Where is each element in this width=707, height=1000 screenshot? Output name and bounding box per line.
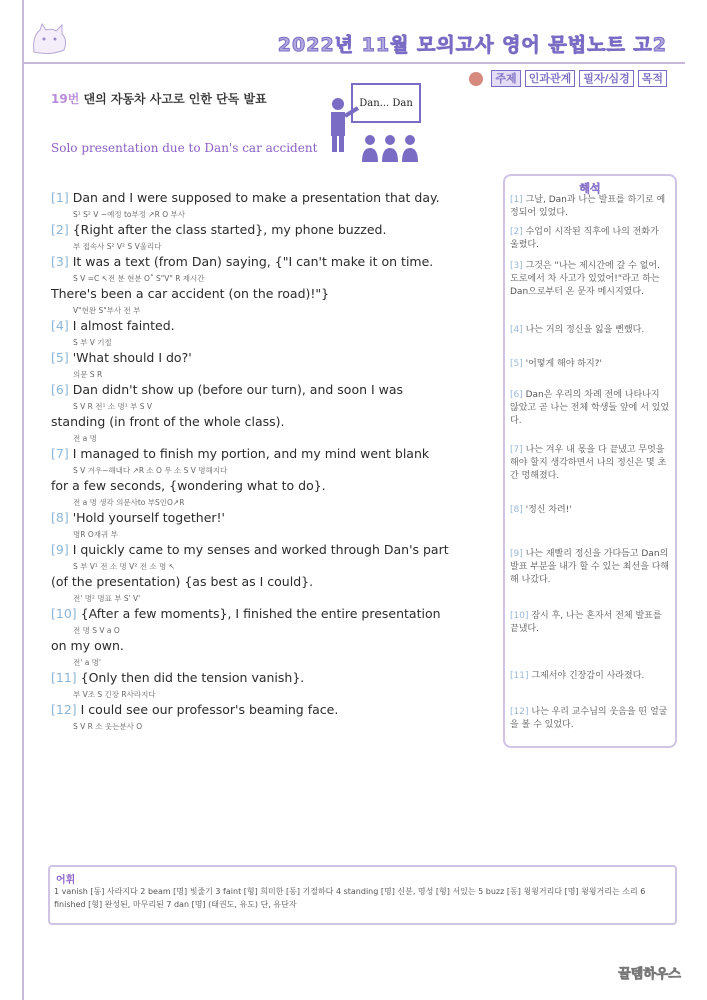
sentence-text: I could see our professor's beaming face. [80, 702, 339, 717]
sentence-line [51, 446, 496, 461]
sentence-text: for a few seconds, {wondering what to do}. [51, 478, 326, 493]
sentence-text: 'What should I do?' [72, 350, 192, 365]
grammar-mark-text: S V R 소 웃는분사 O [73, 722, 143, 731]
tag-purpose: 목적 [638, 70, 667, 87]
sentence-text: I quickly came to my senses and worked through Dan's part [72, 542, 449, 557]
translation-text: 나는 겨우 내 몫을 다 끝냈고 무엇을 해야 할지 생각하면서 나의 정신은 몇 초간 멍해졌다. [510, 445, 667, 481]
grammar-marks [51, 717, 496, 734]
sentence-line [51, 510, 496, 525]
grammar-marks [51, 557, 496, 574]
grammar-marks [51, 205, 496, 222]
board-text: Dan... Dan [359, 98, 413, 109]
translation-item [510, 389, 670, 428]
page-title: 2022년 11월 모의고사 영어 문법노트 고2 [277, 34, 667, 56]
grammar-marks [51, 621, 496, 638]
sentence-line [51, 222, 496, 237]
grammar-mark-text: 전 a 명 생각 의문사to 부S인O↗R [73, 498, 185, 507]
grammar-marks [51, 397, 496, 414]
grammar-mark-text: S V 겨우~해내다 ↗R 소 O 무 소 S V 명해지다 [73, 466, 228, 475]
sentence-text: on my own. [51, 638, 124, 653]
sentence-line [51, 478, 496, 493]
translation-number: [9] [510, 549, 526, 559]
sentence-number: [10] [51, 606, 81, 621]
grammar-marks [51, 269, 496, 286]
translation-text: 나는 재빨리 정신을 가다듬고 Dan의 발표 부분을 내가 할 수 있는 최선을 다해 해 나갔다. [510, 549, 670, 585]
grammar-mark-text: 전 명 S V a O [73, 626, 120, 635]
sentence-line [51, 670, 496, 685]
sentence-number: [3] [51, 254, 73, 269]
grammar-mark-text: 전 a 명 [73, 434, 97, 443]
paw-icon [469, 72, 483, 86]
translation-number: [2] [510, 227, 526, 237]
translation-item [510, 358, 670, 371]
sentence-line [51, 638, 496, 653]
grammar-mark-text: S¹ S² V ~예정 to부정 ↗R O 부사 [73, 210, 186, 219]
cat-logo-icon [28, 22, 72, 58]
translation-text: 나는 우리 교수님의 웃음을 띤 얼굴을 볼 수 있었다. [510, 707, 668, 730]
sentence-number: [9] [51, 542, 73, 557]
sentence-number: [6] [51, 382, 73, 397]
translation-item [510, 226, 670, 252]
question-title [51, 90, 267, 107]
translation-item [510, 324, 670, 337]
grammar-marks [51, 685, 496, 702]
grammar-mark-text: 부 V조 S 긴장 R사라지다 [73, 690, 156, 699]
grammar-mark-text: 명R O재귀 부 [73, 530, 118, 539]
translation-item [510, 610, 670, 636]
sentence-line [51, 574, 496, 589]
sentence-line [51, 190, 496, 205]
sentence-text: Dan and I were supposed to make a presentation that day. [72, 190, 440, 205]
sentence-text: {After a few moments}, I finished the entire presentation [80, 606, 441, 621]
translation-item [510, 706, 670, 732]
vocab-text: 1 vanish [동] 사라지다 2 beam [명] 빛줄기 3 faint [형] 희미한 [동] 기절하다 4 standing [명] 신분, 명성 [형] 서있는 5 buzz [동] 윙윙거리다 [명] 윙윙거리는 소리 6 finished [형] 완성된, 마무리된 7 dan [명] (태권도, 유도) 단, 유단자 [54, 887, 646, 909]
grammar-mark-text: 전' 명² 명표 부 S' V' [73, 594, 141, 603]
grammar-mark-text: S V R 전¹ 소 명¹ 부 S V [73, 402, 153, 411]
grammar-mark-text: 부 접속사 S² V² S V울리다 [73, 242, 162, 251]
grammar-mark-text: 의문 S R [73, 370, 103, 379]
sentence-number: [11] [51, 670, 81, 685]
grammar-mark-text: 전' a 명' [73, 658, 101, 667]
translation-panel [503, 174, 677, 748]
translation-text: 그제서야 긴장감이 사라졌다. [531, 671, 645, 681]
translation-text: '어떻게 해야 하지?' [525, 359, 602, 369]
sentence-line [51, 286, 496, 301]
translation-number: [6] [510, 390, 526, 400]
sentence-text: standing (in front of the whole class). [51, 414, 285, 429]
question-title-text: 댄의 자동차 사고로 인한 단독 발표 [83, 92, 267, 106]
sentence-line [51, 606, 496, 621]
grammar-mark-text: S V =C ↖전 분 현분 O˚ S"V" R 제시간 [73, 274, 205, 283]
question-subtitle: Solo presentation due to Dan's car accident [51, 141, 318, 155]
grammar-marks [51, 461, 496, 478]
translation-text: 잠시 후, 나는 혼자서 전체 발표를 끝냈다. [510, 611, 662, 634]
translation-number: [1] [510, 195, 526, 205]
translation-number: [3] [510, 261, 526, 271]
translation-item [510, 670, 670, 683]
translation-number: [5] [510, 359, 526, 369]
translation-number: [4] [510, 325, 526, 335]
sentence-number: [12] [51, 702, 81, 717]
passage-body [51, 190, 496, 734]
translation-text: 수업이 시작된 직후에 나의 전화가 울렸다. [510, 227, 659, 250]
sentence-line [51, 382, 496, 397]
translation-number: [11] [510, 671, 532, 681]
translation-item [510, 504, 670, 517]
topic-tags [469, 70, 667, 87]
sentence-text: {Only then did the tension vanish}. [80, 670, 305, 685]
sentence-line [51, 350, 496, 365]
grammar-marks [51, 301, 496, 318]
translation-item [510, 548, 670, 587]
sentence-text: Dan didn't show up (before our turn), and soon I was [72, 382, 404, 397]
tag-mood: 필자/심경 [579, 70, 634, 87]
header-divider [22, 62, 685, 64]
translation-number: [7] [510, 445, 526, 455]
sentence-line [51, 702, 496, 717]
grammar-marks [51, 365, 496, 382]
grammar-marks [51, 525, 496, 542]
sentence-number: [2] [51, 222, 73, 237]
grammar-marks [51, 653, 496, 670]
presentation-illustration [320, 82, 450, 167]
sentence-text: (of the presentation) {as best as I could}. [51, 574, 314, 589]
sentence-number: [5] [51, 350, 73, 365]
brand-watermark: 꿀템하우스 [618, 967, 681, 982]
translation-number: [12] [510, 707, 532, 717]
question-number: 19번 [51, 92, 80, 106]
translation-text: 나는 거의 정신을 잃을 뻔했다. [525, 325, 645, 335]
sentence-text: I almost fainted. [72, 318, 175, 333]
sentence-text: There's been a car accident (on the road)!"} [51, 286, 330, 301]
sentence-text: 'Hold yourself together!' [72, 510, 225, 525]
sentence-line [51, 414, 496, 429]
grammar-mark-text: S 부 V 기절 [73, 338, 112, 347]
sentence-number: [8] [51, 510, 73, 525]
translation-text: 그것은 "나는 제시간에 갈 수 없어. 도로에서 차 사고가 있었어!"라고 하는 Dan으로부터 온 문자 메시지였다. [510, 261, 660, 297]
translation-number: [8] [510, 505, 526, 515]
grammar-mark-text: V"현완 S"부사 전 부 [73, 306, 141, 315]
grammar-marks [51, 493, 496, 510]
sentence-text: I managed to finish my portion, and my mind went blank [72, 446, 430, 461]
grammar-mark-text: S 부 V¹ 전 소 명 V² 전 소 명 ↖ [73, 562, 175, 571]
translation-text: Dan은 우리의 차례 전에 나타나지 않았고 곧 나는 전체 학생들 앞에 서 있었다. [510, 390, 670, 426]
translation-title: 해석 [579, 182, 601, 195]
vocab-box [48, 865, 677, 925]
tag-cause: 인과관계 [525, 70, 576, 87]
vocab-title: 어휘 [56, 875, 76, 886]
sentence-number: [4] [51, 318, 73, 333]
sentence-number: [1] [51, 190, 73, 205]
sentence-line [51, 542, 496, 557]
grammar-marks [51, 237, 496, 254]
grammar-marks [51, 589, 496, 606]
tag-topic: 주제 [491, 70, 520, 87]
grammar-marks [51, 333, 496, 350]
sentence-number: [7] [51, 446, 73, 461]
sentence-line [51, 318, 496, 333]
sentence-line [51, 254, 496, 269]
translation-number: [10] [510, 611, 532, 621]
left-frame-line [22, 0, 24, 1000]
sentence-text: It was a text (from Dan) saying, {"I can't make it on time. [72, 254, 434, 269]
translation-item [510, 260, 670, 299]
translation-item [510, 194, 670, 220]
translation-text: '정신 차려!' [525, 505, 572, 515]
translation-item [510, 444, 670, 483]
translation-text: 그날, Dan과 나는 발표를 하기로 예정되어 있었다. [510, 195, 666, 218]
grammar-marks [51, 429, 496, 446]
sentence-text: {Right after the class started}, my phone buzzed. [72, 222, 387, 237]
